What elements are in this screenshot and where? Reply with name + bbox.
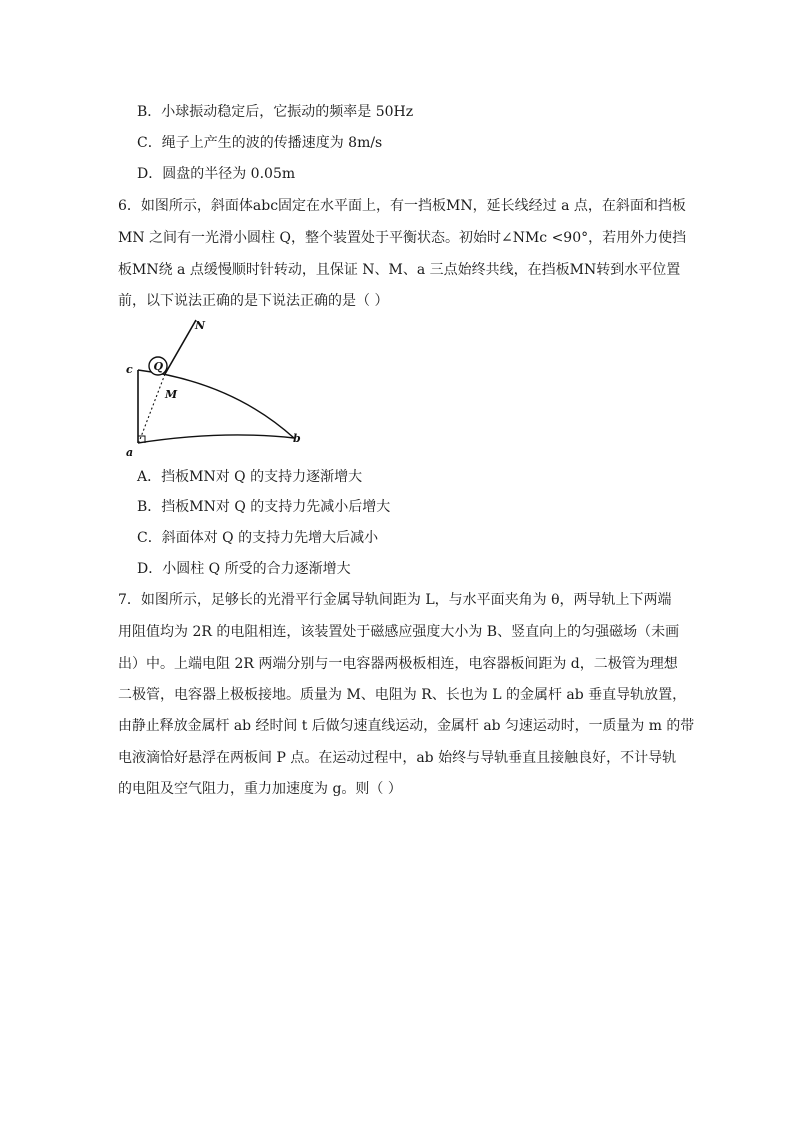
extension-line bbox=[139, 374, 165, 442]
q7-stem-line-7: 的电阻及空气阻力，重力加速度为 g。则（ ） bbox=[118, 781, 402, 797]
q6-option-a: A．挡板MN对 Q 的支持力逐渐增大 bbox=[137, 469, 363, 485]
q5-option-d: D．圆盘的半径为 0.05m bbox=[137, 166, 296, 182]
q6-stem-line-4: 前，以下说法正确的是下说法正确的是（ ） bbox=[118, 293, 389, 309]
q7-stem-line-3: 出）中。上端电阻 2R 两端分别与一电容器两极板相连，电容器板间距为 d，二极管为理想 bbox=[118, 656, 678, 672]
label-q: Q bbox=[153, 360, 164, 373]
q7-stem-line-6: 电液滴恰好悬浮在两板间 P 点。在运动过程中，ab 始终与导轨垂直且接触良好，不计导轨 bbox=[118, 750, 677, 766]
q7-stem-line-5: 由静止释放金属杆 ab 经时间 t 后做匀速直线运动，金属杆 ab 匀速运动时，一质量为 m 的带 bbox=[118, 718, 695, 734]
board-mn bbox=[165, 320, 196, 374]
label-b: b bbox=[293, 432, 301, 445]
q5-option-b: B．小球振动稳定后，它振动的频率是 50Hz bbox=[137, 104, 414, 120]
q7-stem-line-1: 7．如图所示，足够长的光滑平行金属导轨间距为 L，与水平面夹角为 θ，两导轨上下两端 bbox=[118, 592, 672, 608]
q6-option-c: C．斜面体对 Q 的支持力先增大后减小 bbox=[137, 530, 379, 546]
incline-cb bbox=[138, 370, 294, 438]
label-a: a bbox=[126, 446, 134, 458]
label-m: M bbox=[165, 388, 178, 401]
side-ab bbox=[138, 435, 294, 443]
q6-option-b: B．挡板MN对 Q 的支持力先减小后增大 bbox=[137, 499, 391, 515]
q6-option-d: D．小圆柱 Q 所受的合力逐渐增大 bbox=[137, 561, 351, 577]
label-c: c bbox=[126, 363, 133, 376]
q6-stem-line-1: 6．如图所示，斜面体abc固定在水平面上，有一挡板MN，延长线经过 a 点，在斜面和挡板 bbox=[118, 198, 686, 214]
incline-figure bbox=[122, 312, 312, 458]
q7-stem-line-4: 二极管，电容器上极板接地。质量为 M、电阻为 R、长也为 L 的金属杆 ab 垂直导轨放置， bbox=[118, 687, 687, 703]
label-n: N bbox=[195, 319, 206, 332]
q5-option-c: C．绳子上产生的波的传播速度为 8m/s bbox=[137, 135, 383, 151]
q6-stem-line-3: 板MN绕 a 点缓慢顺时针转动，且保证 N、M、a 三点始终共线，在挡板MN转到水平位置 bbox=[118, 262, 681, 278]
q6-stem-line-2: MN 之间有一光滑小圆柱 Q，整个装置处于平衡状态。初始时∠NMc <90°，若用外力使挡 bbox=[118, 230, 687, 246]
q7-stem-line-2: 用阻值均为 2R 的电阻相连，该装置处于磁感应强度大小为 B、竖直向上的匀强磁场（未画 bbox=[118, 624, 680, 640]
